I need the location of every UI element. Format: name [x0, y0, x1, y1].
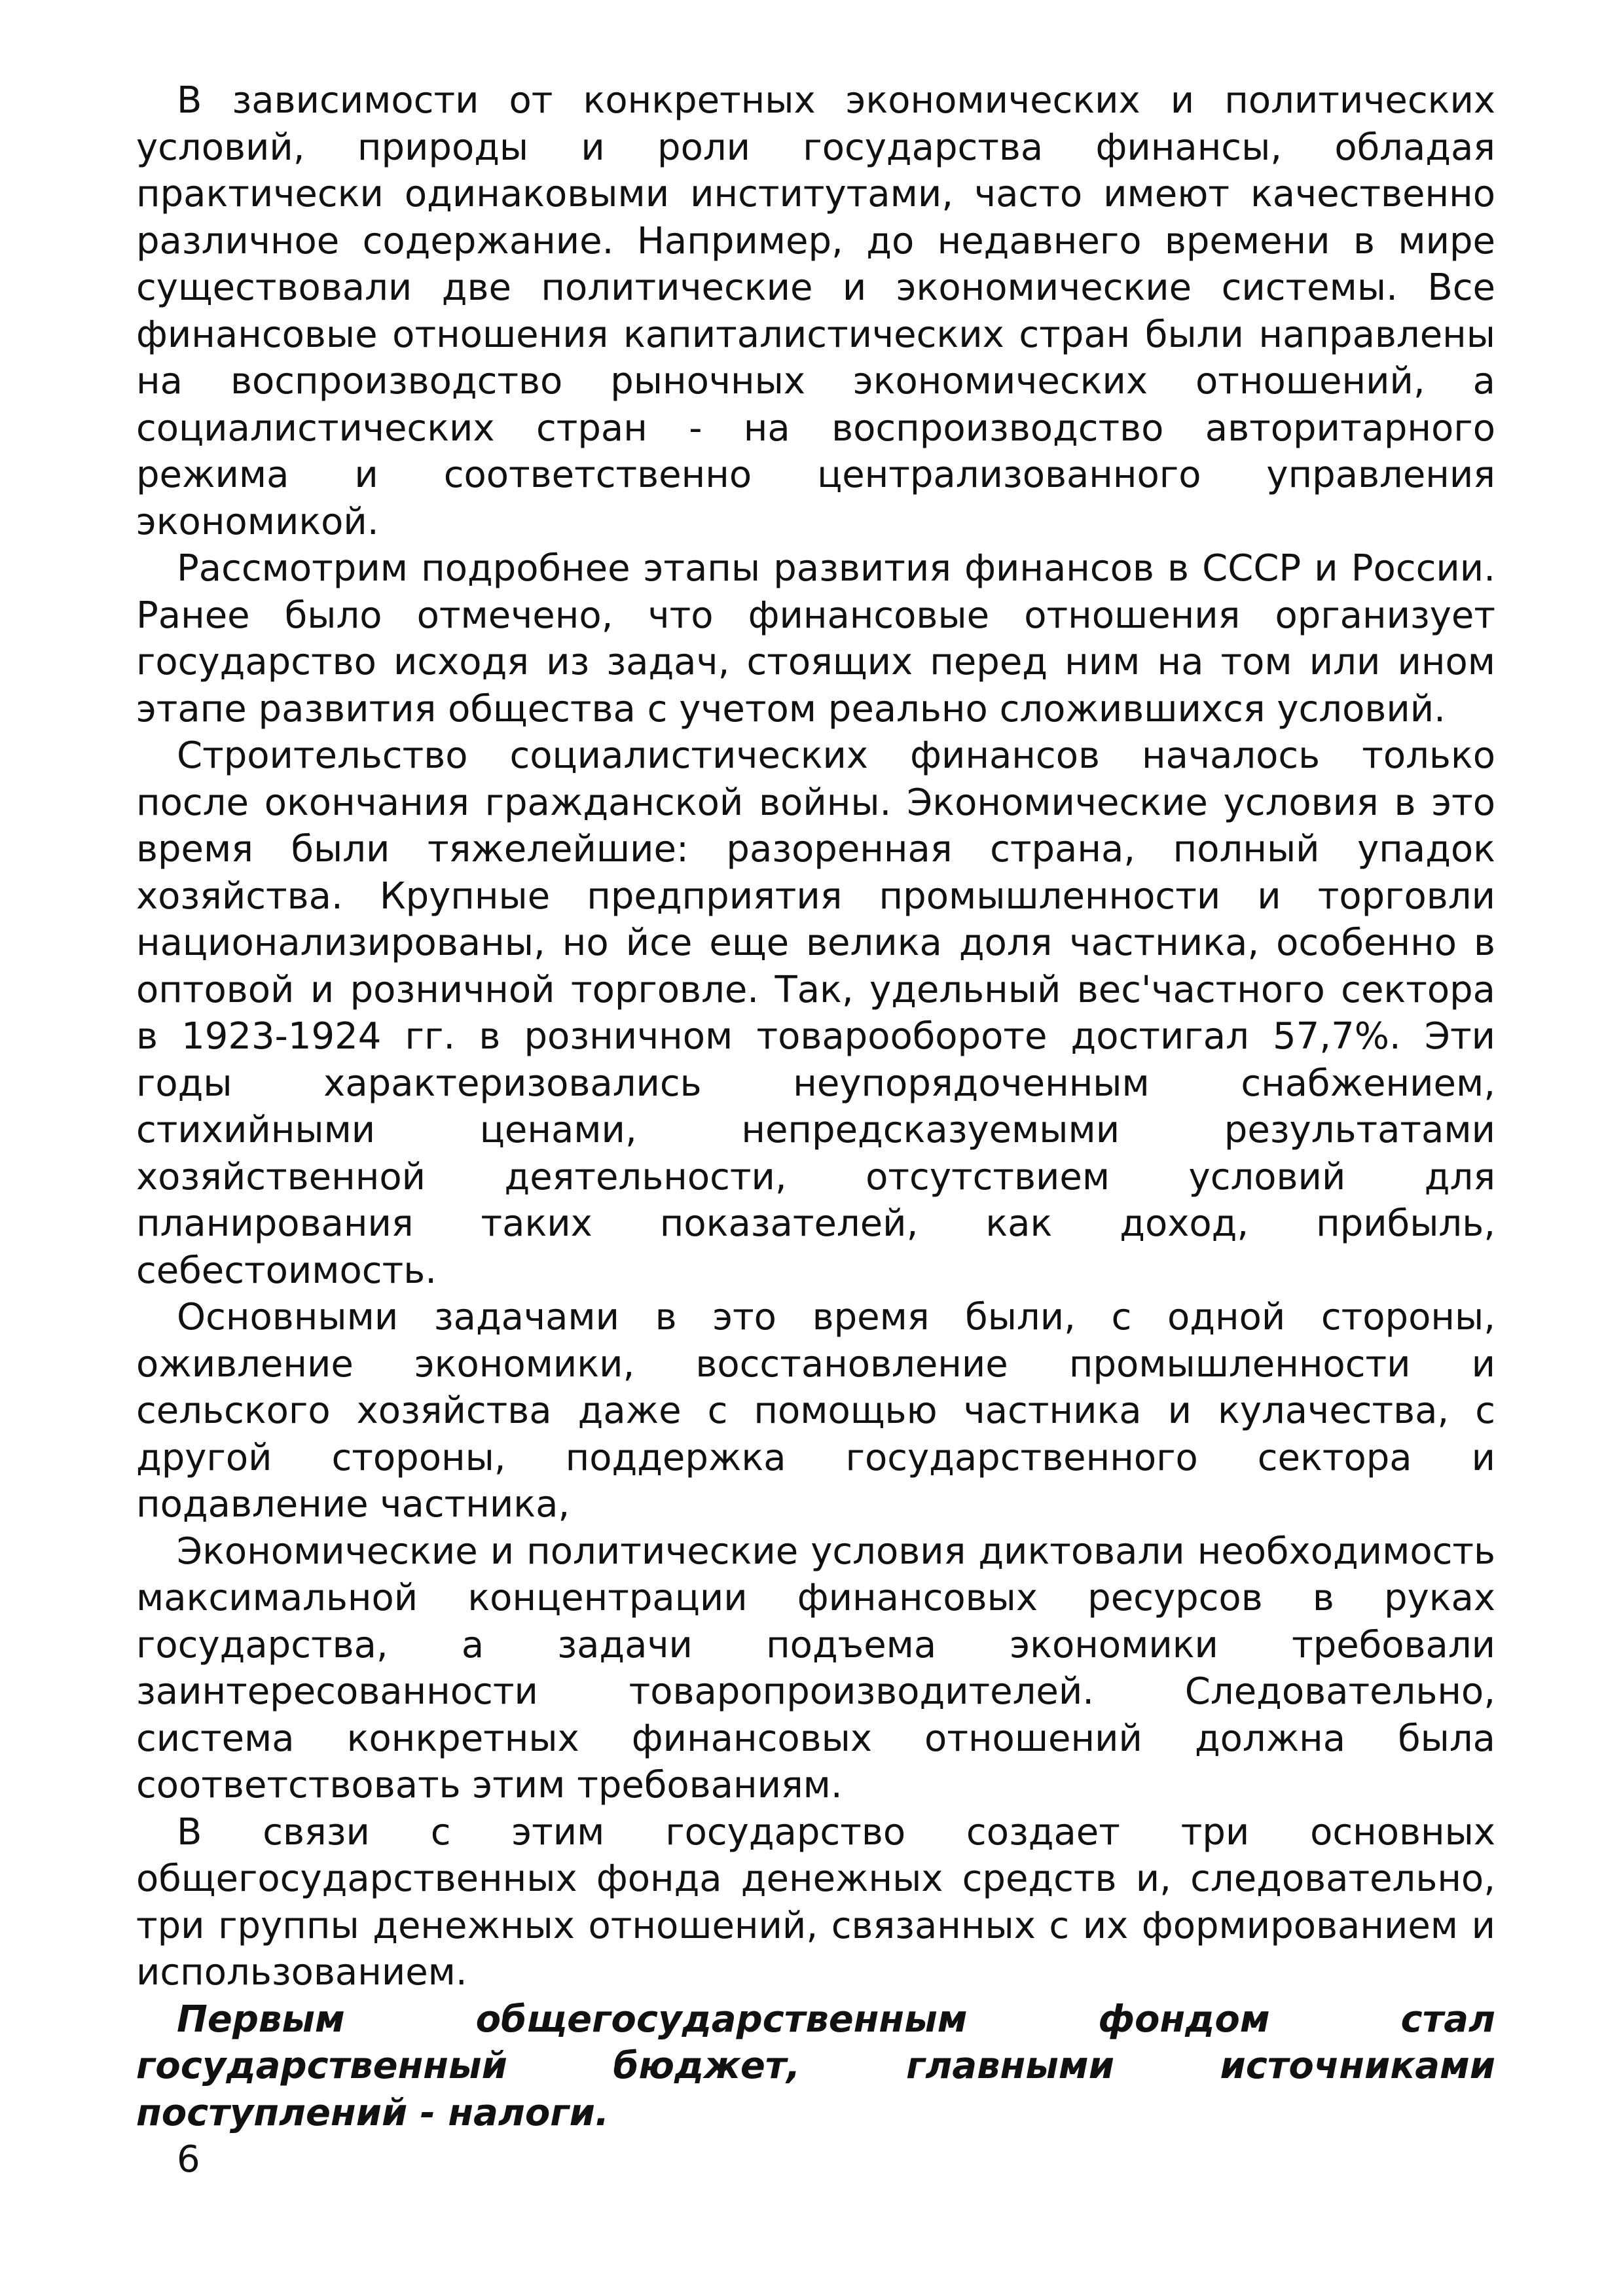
- paragraph-economic-conditions: Экономические и политические условия диктовали необходимость максимальной концентрации финансовых ресурсов в руках государства, а задачи подъема экономики требовали заинтересованности товаропроизводителей. Следовательно, система конкретных финансовых отношений должна была соответствовать этим требованиям.: [136, 1530, 1495, 1806]
- paragraph-finance-content: В зависимости от конкретных экономических и политических условий, природы и роли государства финансы, обладая практически одинаковыми институтами, часто имеют качественно различное содержание. Например, до недавнего времени в мире существовали две политические и экономические системы. Все финансовые отношения капиталистических стран были направлены на воспроизводство рыночных экономических отношений, а социалистических стран - на воспроизводство авторитарного режима и соответственно централизованного управления экономикой.: [136, 79, 1495, 543]
- document-page: [136, 77, 1495, 2237]
- paragraph-three-funds: В связи с этим государство создает три основных общегосударственных фонда денежных средств и, следовательно, три группы денежных отношений, связанных с их формированием и использованием.: [136, 1810, 1495, 1994]
- paragraph-socialist-finance: Строительство социалистических финансов началось только после окончания гражданской войны. Экономические условия в это время были тяжелейшие: разоренная страна, полный упадок хозяйства. Крупные предприятия промышленности и торговли национализированы, но йсе еще велика доля частника, особенно в оптовой и розничной торговле. Так, удельный вес'частного сектора в 1923-1924 гг. в розничном товарообороте достигал 57,7%. Эти годы характеризовались неупорядоченным снабжением, стихийными ценами, непредсказуемыми результатами хозяйственной деятельности, отсутствием условий для планирования таких показателей, как доход, прибыль, себестоимость.: [136, 734, 1495, 1292]
- paragraph-main-tasks: Основными задачами в это время были, с одной стороны, оживление экономики, восстановление промышленности и сельского хозяйства даже с помощью частника и кулачества, с другой стороны, поддержка государственного сектора и подавление частника,: [136, 1296, 1495, 1526]
- page-number: 6: [177, 2138, 200, 2181]
- paragraph-ussr-stages: Рассмотрим подробнее этапы развития финансов в СССР и России. Ранее было отмечено, что финансовые отношения организует государство исходя из задач, стоящих перед ним на том или ином этапе развития общества с учетом реально сложившихся условий.: [136, 547, 1495, 730]
- paragraph-emphasis-budget: Первым общегосударственным фондом стал государственный бюджет, главными источниками поступлений - налоги.: [136, 1998, 1495, 2134]
